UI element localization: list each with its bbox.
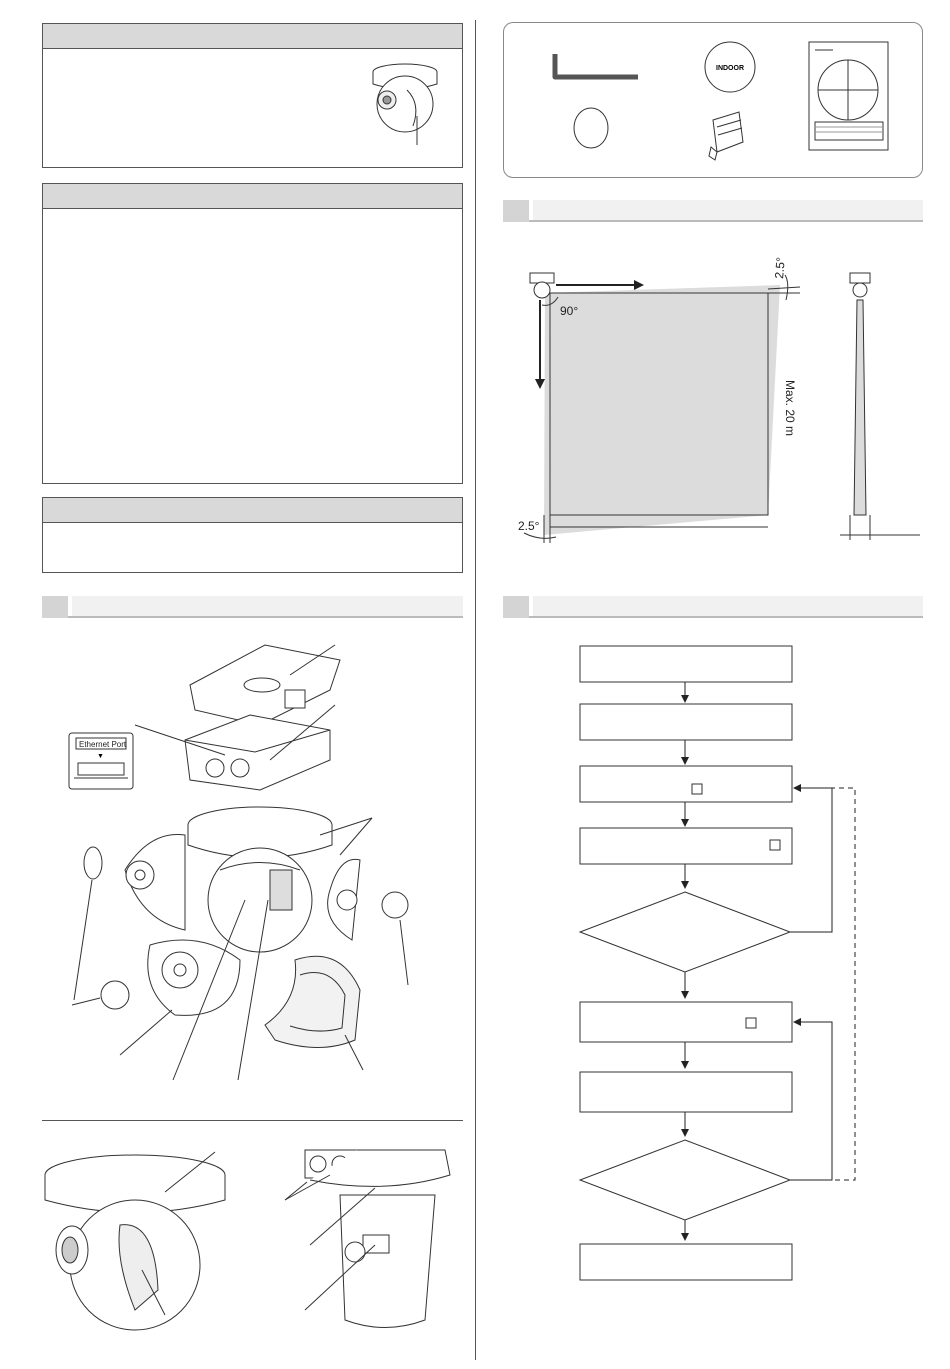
- hex-wrench-icon: [555, 54, 638, 77]
- section-marker: [42, 596, 68, 618]
- right-cover: [328, 859, 360, 940]
- ring-right: [382, 892, 408, 985]
- cap-logo-label: INDOOR: [716, 65, 744, 72]
- flow-step-7: [580, 1244, 792, 1280]
- assembled-camera-illustration: [40, 1140, 240, 1320]
- flow-step-6: [580, 1072, 792, 1112]
- checkbox-icon: [770, 840, 780, 850]
- flow-section-header: [503, 596, 923, 618]
- install-guide-sheet-icon: [809, 42, 888, 150]
- flow-decision-1: [580, 892, 790, 972]
- info-header: [43, 184, 462, 209]
- range-section-header: [503, 200, 923, 222]
- max-distance-label: Max. 20 m: [783, 380, 797, 437]
- flow-decision-2: [580, 1140, 790, 1220]
- info-box: [42, 183, 463, 484]
- checkbox-icon: [746, 1018, 756, 1028]
- flow-step-4: [580, 828, 792, 864]
- installation-flowchart: [560, 640, 880, 1290]
- flow-step-3: [580, 766, 792, 802]
- tinted-shield: [265, 956, 363, 1070]
- ethernet-port-label: Ethernet Port: [79, 740, 127, 749]
- left-cover: [125, 834, 185, 930]
- section-title-bar: [533, 200, 923, 220]
- flow-step-1: [580, 646, 792, 682]
- camera-overview-illustration: [365, 60, 455, 160]
- parts-section-header: [42, 596, 463, 618]
- exploded-parts-diagram: [0, 630, 475, 1090]
- ring-left: [72, 981, 129, 1009]
- accessories-illustrations: [503, 22, 923, 178]
- round-cap-icon: [574, 108, 608, 148]
- flow-step-5: [580, 1002, 792, 1042]
- section-marker: [503, 596, 529, 618]
- coverage-range-diagram: [500, 245, 940, 555]
- angle-bottom-label: 2.5°: [518, 519, 540, 533]
- note-box: [42, 497, 463, 573]
- checkbox-icon: [692, 784, 702, 794]
- diagram-separator: [42, 1120, 463, 1121]
- flow-step-2: [580, 704, 792, 740]
- note-header: [43, 498, 462, 523]
- angle-90-label: 90°: [560, 304, 579, 318]
- indoor-cap-icon: [705, 42, 755, 92]
- side-view: [840, 273, 920, 540]
- section-title-bar: [533, 596, 923, 616]
- cap-left: [74, 847, 102, 1000]
- section-marker: [503, 200, 529, 222]
- svg-text:▼: ▼: [97, 753, 104, 760]
- camera-back-view-illustration: [285, 1140, 460, 1330]
- section-title-bar: [72, 596, 463, 616]
- ethernet-port-callout: [69, 733, 133, 789]
- mounting-plate: [190, 645, 340, 725]
- angle-top-label: 2.5°: [772, 256, 788, 280]
- cable-gland-icon: [709, 112, 743, 160]
- overview-header: [43, 24, 462, 49]
- column-divider: [475, 20, 476, 1360]
